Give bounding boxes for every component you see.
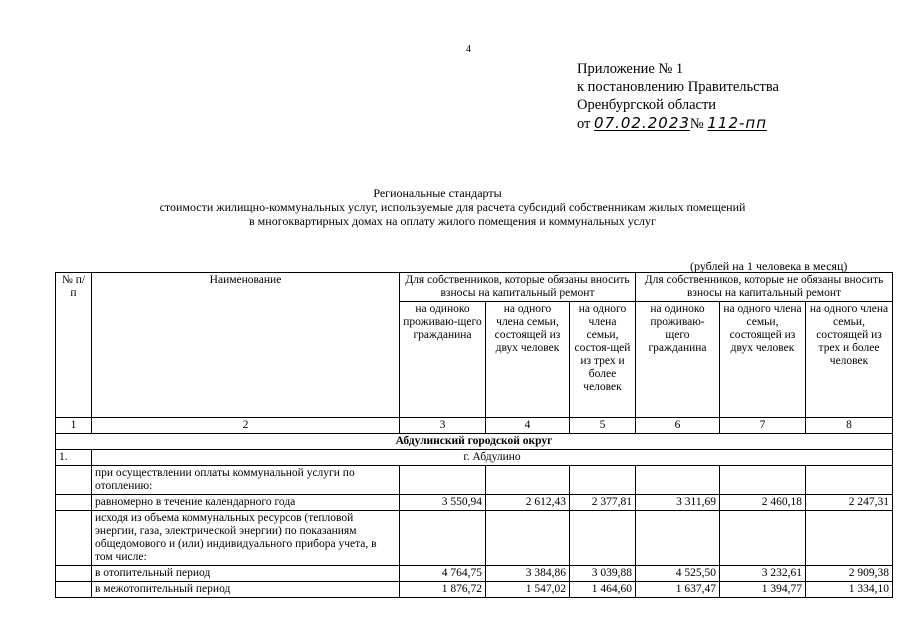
row-name: в отопительный период — [92, 566, 400, 582]
row-value: 1 394,77 — [720, 582, 806, 598]
header-b2: на одного члена семьи, состоящей из двух человек — [720, 302, 806, 418]
row-value: 3 232,61 — [720, 566, 806, 582]
row-value: 2 377,81 — [570, 495, 636, 511]
row-value — [806, 511, 893, 566]
row-value — [720, 466, 806, 495]
appendix-title: Приложение № 1 — [577, 61, 684, 77]
header-a1: на одиноко проживаю-щего гражданина — [400, 302, 486, 418]
row-num — [56, 495, 92, 511]
col-num: 7 — [720, 418, 806, 434]
row-value — [400, 466, 486, 495]
number-label: № — [689, 116, 704, 132]
row-value — [636, 511, 720, 566]
row-num — [56, 566, 92, 582]
district-row — [56, 434, 893, 450]
handwritten-number: 112-пп — [707, 114, 768, 132]
row-value — [806, 466, 893, 495]
header-b3: на одного члена семьи, состоящей из трех и более человек — [806, 302, 893, 418]
table-row — [56, 566, 893, 582]
row-num — [56, 466, 92, 495]
row-value: 4 764,75 — [400, 566, 486, 582]
from-label: от — [577, 116, 591, 132]
row-value — [720, 511, 806, 566]
city-num: 1. — [56, 450, 92, 466]
header-a3: на одного члена семьи, состоя-щей из трех и более человек — [570, 302, 636, 418]
row-value: 2 909,38 — [806, 566, 893, 582]
row-num — [56, 511, 92, 566]
row-value — [486, 466, 570, 495]
column-number-row — [56, 418, 893, 434]
col-num: 6 — [636, 418, 720, 434]
row-value: 1 334,10 — [806, 582, 893, 598]
row-value — [570, 511, 636, 566]
row-value: 3 039,88 — [570, 566, 636, 582]
table-row — [56, 495, 893, 511]
row-name: равномерно в течение календарного года — [92, 495, 400, 511]
table-row — [56, 511, 893, 566]
row-value: 1 464,60 — [570, 582, 636, 598]
district-name: Абдулинский городской округ — [56, 434, 893, 450]
row-value: 2 460,18 — [720, 495, 806, 511]
table-row — [56, 466, 893, 495]
row-value: 2 612,43 — [486, 495, 570, 511]
table-row — [56, 582, 893, 598]
appendix-resolution: к постановлению Правительства — [577, 79, 779, 95]
col-num: 4 — [486, 418, 570, 434]
units-note: (рублей на 1 человека в месяц) — [690, 259, 848, 273]
row-value: 3 311,69 — [636, 495, 720, 511]
col-num: 2 — [92, 418, 400, 434]
row-num — [56, 582, 92, 598]
handwritten-date: 07.02.2023 — [594, 114, 690, 132]
header-row-1 — [56, 273, 893, 302]
header-num: № п/п — [56, 273, 92, 418]
header-b1: на одиноко проживаю-щего гражданина — [636, 302, 720, 418]
row-name: исходя из объема коммунальных ресурсов (тепловой энергии, газа, электрической энергии) по показаниям общедомового и (или) индивидуального прибора учета, в том числе: — [92, 511, 400, 566]
row-value: 2 247,31 — [806, 495, 893, 511]
appendix-date-line — [577, 114, 779, 133]
standards-table — [55, 272, 893, 598]
row-value: 3 550,94 — [400, 495, 486, 511]
header-a2: на одного члена семьи, состоящей из двух человек — [486, 302, 570, 418]
row-value — [636, 466, 720, 495]
appendix-region: Оренбургской области — [577, 97, 717, 113]
row-value: 1 637,47 — [636, 582, 720, 598]
header-name: Наименование — [92, 273, 400, 418]
row-value — [570, 466, 636, 495]
header-group-b: Для собственников, которые не обязаны вносить взносы на капитальный ремонт — [636, 273, 893, 302]
row-value — [400, 511, 486, 566]
city-row — [56, 450, 893, 466]
row-value: 4 525,50 — [636, 566, 720, 582]
col-num: 8 — [806, 418, 893, 434]
city-name: г. Абдулино — [92, 450, 893, 466]
col-num: 5 — [570, 418, 636, 434]
page-number: 4 — [466, 44, 471, 55]
title-line-1: Региональные стандарты — [373, 186, 502, 200]
row-name: в межотопительный период — [92, 582, 400, 598]
title-line-3: в многоквартирных домах на оплату жилого помещения и коммунальных услуг — [249, 214, 656, 228]
row-value: 3 384,86 — [486, 566, 570, 582]
appendix-block — [577, 60, 779, 133]
row-name: при осуществлении оплаты коммунальной услуги по отоплению: — [92, 466, 400, 495]
row-value: 1 547,02 — [486, 582, 570, 598]
document-title — [0, 186, 905, 228]
data-rows — [56, 466, 893, 598]
row-value — [486, 511, 570, 566]
title-line-2: стоимости жилищно-коммунальных услуг, используемые для расчета субсидий собственникам жилых помещений — [159, 200, 746, 214]
col-num: 3 — [400, 418, 486, 434]
row-value: 1 876,72 — [400, 582, 486, 598]
col-num: 1 — [56, 418, 92, 434]
header-group-a: Для собственников, которые обязаны вносить взносы на капитальный ремонт — [400, 273, 636, 302]
